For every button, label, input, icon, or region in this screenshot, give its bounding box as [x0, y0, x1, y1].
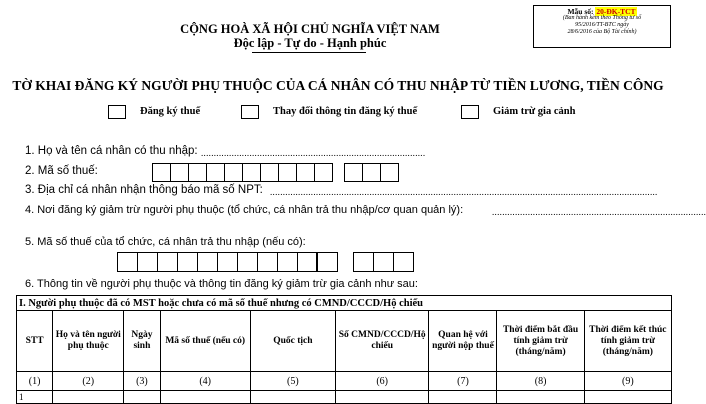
field-deduction-place-label: 4. Nơi đăng ký giảm trừ người phụ thuộc (tổ chức, cá nhân trả thu nhập/cơ quan quản lý):	[25, 204, 464, 216]
row-1-cell[interactable]	[335, 391, 429, 404]
field-tax-code-label: 2. Mã số thuế:	[25, 165, 98, 177]
field-address-label: 3. Địa chỉ cá nhân nhận thông báo mã số NPT:	[25, 184, 263, 196]
national-motto: Độc lập - Tự do - Hạnh phúc	[233, 36, 387, 50]
form-code-box	[533, 5, 671, 48]
col-header-name: Họ và tên người phụ thuộc	[53, 311, 124, 372]
field-address-input[interactable]: ........................................................................................................................................................	[270, 187, 658, 197]
col-number: (8)	[497, 372, 584, 391]
col-number: (3)	[124, 372, 160, 391]
col-number: (2)	[53, 372, 124, 391]
national-header: CỘNG HOÀ XÃ HỘI CHỦ NGHĨA VIỆT NAM	[180, 22, 440, 36]
register-tax-label: Đăng ký thuế	[140, 106, 201, 117]
field-deduction-place-input[interactable]: ....................................................................................	[492, 207, 706, 217]
change-info-checkbox[interactable]	[241, 105, 259, 119]
motto-underline	[252, 52, 366, 53]
col-number: (5)	[250, 372, 335, 391]
row-1-cell[interactable]	[497, 391, 584, 404]
row-1-cell[interactable]	[250, 391, 335, 404]
col-header-nationality: Quốc tịch	[250, 311, 335, 372]
field-taxpayer-name-input[interactable]: ........................................................................................	[201, 148, 426, 158]
form-code-note-3: 28/6/2016 của Bộ Tài chính)	[567, 29, 637, 35]
row-1-cell[interactable]	[429, 391, 497, 404]
row-1-cell[interactable]	[160, 391, 250, 404]
col-header-relationship: Quan hệ với người nộp thuế	[429, 311, 497, 372]
change-info-label: Thay đổi thông tin đăng ký thuế	[273, 106, 418, 117]
row-1-stt: 1	[17, 391, 53, 404]
family-deduction-checkbox[interactable]	[461, 105, 479, 119]
row-1-cell[interactable]	[53, 391, 124, 404]
field-taxpayer-name-label: 1. Họ và tên cá nhân có thu nhập:	[25, 145, 198, 157]
col-header-id-number: Số CMND/CCCD/Hộ chiếu	[335, 311, 429, 372]
field-dependents-info-label: 6. Thông tin về người phụ thuộc và thông tin đăng ký giảm trừ gia cảnh như sau:	[25, 278, 418, 290]
row-1-cell[interactable]	[584, 391, 671, 404]
col-header-start-time: Thời điểm bắt đầu tính giảm trừ (tháng/năm)	[497, 311, 584, 372]
form-code-value: 20-ĐK-TCT	[596, 7, 636, 16]
table-section-heading: I. Người phụ thuộc đã có MST hoặc chưa có mã số thuế nhưng có CMND/CCCD/Hộ chiếu	[17, 296, 672, 311]
form-code-prefix: Mẫu số:	[567, 7, 594, 16]
field-employer-tax-code-cells[interactable]	[117, 252, 413, 272]
field-employer-tax-code-label: 5. Mã số thuế của tổ chức, cá nhân trả thu nhập (nếu có):	[25, 236, 306, 248]
col-header-end-time: Thời điểm kết thúc tính giảm trừ (tháng/năm)	[584, 311, 671, 372]
col-number: (1)	[17, 372, 53, 391]
form-code-note-1: (Ban hành kèm theo Thông tư số	[562, 15, 642, 21]
col-number: (6)	[335, 372, 429, 391]
col-header-dob: Ngày sinh	[124, 311, 160, 372]
dependents-table	[16, 295, 672, 404]
col-header-stt: STT	[17, 311, 53, 372]
col-number: (7)	[429, 372, 497, 391]
form-code-note-2: 95/2016/TT-BTC ngày	[575, 22, 629, 28]
form-code	[534, 8, 670, 15]
family-deduction-label: Giảm trừ gia cảnh	[493, 106, 576, 117]
col-header-tax-code: Mã số thuế (nếu có)	[160, 311, 250, 372]
field-tax-code-cells[interactable]	[152, 163, 398, 182]
col-number: (9)	[584, 372, 671, 391]
form-title: TỜ KHAI ĐĂNG KÝ NGƯỜI PHỤ THUỘC CỦA CÁ NHÂN CÓ THU NHẬP TỪ TIỀN LƯƠNG, TIỀN CÔNG	[12, 78, 664, 93]
row-1-cell[interactable]	[124, 391, 160, 404]
col-number: (4)	[160, 372, 250, 391]
register-tax-checkbox[interactable]	[108, 105, 126, 119]
